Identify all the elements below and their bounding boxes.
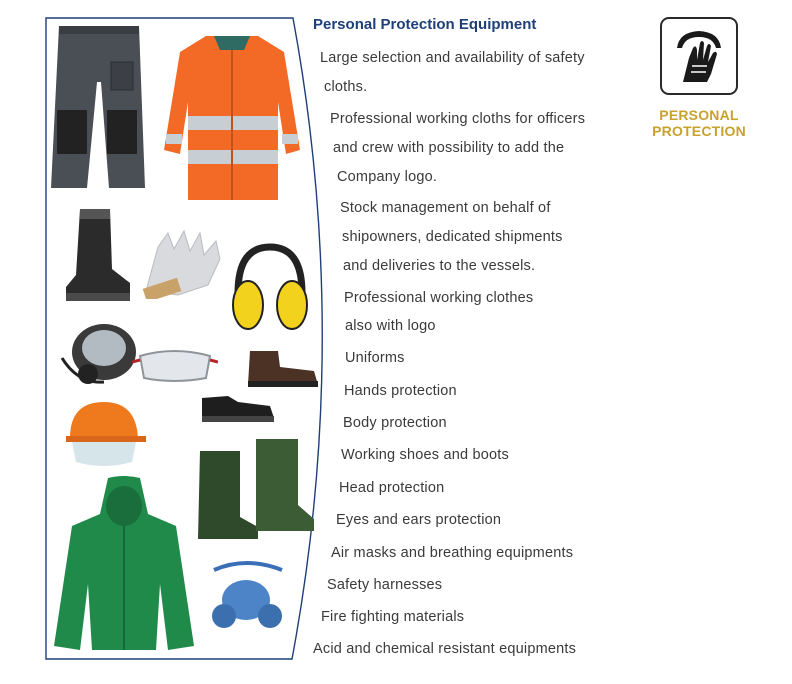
safety-boot-image (60, 205, 134, 305)
product-image-panel (0, 0, 330, 684)
list-item: Fire fighting materials (321, 609, 465, 625)
list-item: and crew with possibility to add the (333, 140, 565, 156)
hard-hat-image (62, 398, 146, 472)
rubber-boots-image (194, 435, 316, 543)
list-item: Uniforms (345, 350, 405, 366)
safety-shoe-image (244, 345, 322, 391)
badge-label-line1: PERSONAL (659, 107, 739, 123)
list-item: Stock management on behalf of (340, 200, 551, 216)
list-item: Acid and chemical resistant equipments (313, 641, 577, 657)
list-item: Body protection (343, 415, 447, 431)
list-item: Head protection (339, 480, 445, 496)
list-item: also with logo (345, 318, 436, 334)
personal-protection-badge (660, 17, 738, 95)
badge-label-line2: PROTECTION (652, 123, 746, 139)
page-title: Personal Protection Equipment (313, 16, 537, 33)
list-item: Working shoes and boots (341, 447, 509, 463)
list-item: Professional working cloths for officers (330, 111, 586, 127)
hi-vis-jacket-image (160, 30, 304, 208)
list-item: Hands protection (344, 383, 457, 399)
list-item: Eyes and ears protection (336, 512, 502, 528)
badge-label (630, 107, 768, 139)
safety-goggles-image (132, 344, 218, 386)
low-safety-shoe-image (198, 388, 278, 426)
list-item: and deliveries to the vessels. (343, 258, 536, 274)
list-item: Company logo. (337, 169, 438, 185)
list-item: shipowners, dedicated shipments (342, 229, 563, 245)
chemical-suit-image (52, 474, 196, 652)
half-mask-respirator-image (206, 560, 290, 638)
list-item: Professional working clothes (344, 290, 534, 306)
ear-muffs-image (228, 243, 312, 335)
work-trousers-image (47, 22, 151, 192)
list-item: cloths. (324, 79, 368, 95)
hand-protection-icon (669, 26, 729, 86)
list-item: Air masks and breathing equipments (331, 545, 574, 561)
list-item: Large selection and availability of safety (320, 50, 585, 66)
list-item: Safety harnesses (327, 577, 443, 593)
work-gloves-image (138, 225, 230, 299)
